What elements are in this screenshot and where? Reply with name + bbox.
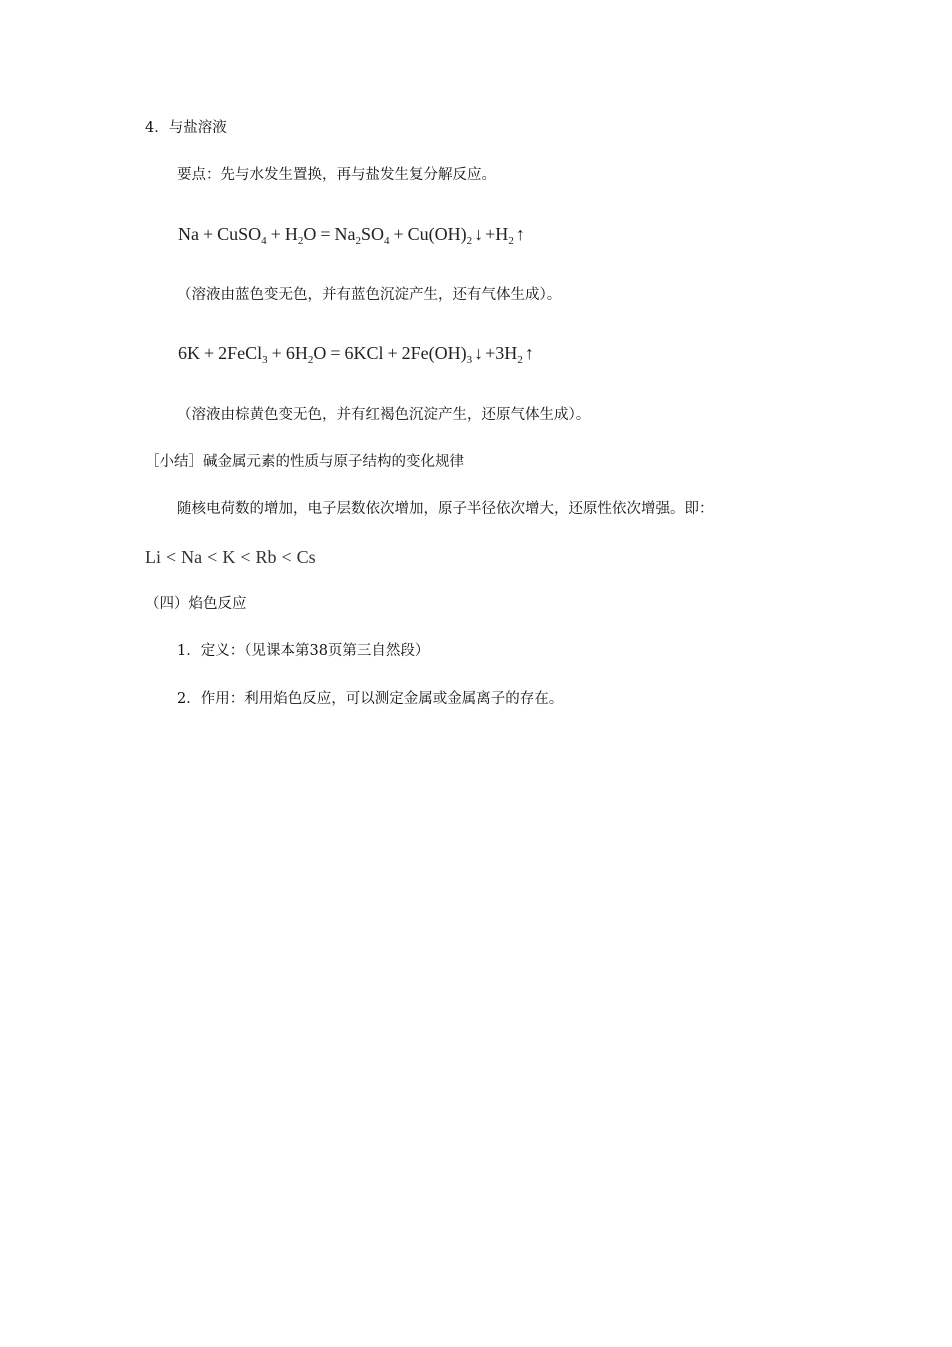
flame-heading: （四）焰色反应 (145, 596, 247, 612)
observation-note-2: （溶液由棕黄色变无色，并有红褐色沉淀产生，还原气体生成）。 (177, 407, 591, 423)
flame-definition: 1．定义：（见课本第38页第三自然段） (177, 643, 430, 659)
equation-na-cuso4: Na + CuSO$_4$ + $H_2O = Na_2SO_4 + Cu(OH)_2$ ↓ $+H_2$ ↑ (178, 224, 525, 247)
summary-text: 随核电荷数的增加，电子层数依次增加，原子半径依次增大，还原性依次增强。即： (177, 501, 714, 517)
reducing-series: Li < Na < K < Rb < Cs (145, 547, 316, 567)
equation-k-fecl3: 6K + 2FeCl$_3$ + $6H_2O = 6KCl + 2Fe(OH)_3$ ↓ $+3H_2$ ↑ (178, 343, 534, 366)
flame-usage: 2．作用：利用焰色反应，可以测定金属或金属离子的存在。 (177, 691, 564, 707)
keypoint-text: 要点：先与水发生置换，再与盐发生复分解反应。 (177, 167, 496, 183)
section-heading-salt-solution: 4．与盐溶液 (145, 120, 227, 136)
summary-heading: ［小结］碱金属元素的性质与原子结构的变化规律 (145, 454, 464, 470)
observation-note-1: （溶液由蓝色变无色，并有蓝色沉淀产生，还有气体生成）。 (177, 287, 562, 303)
